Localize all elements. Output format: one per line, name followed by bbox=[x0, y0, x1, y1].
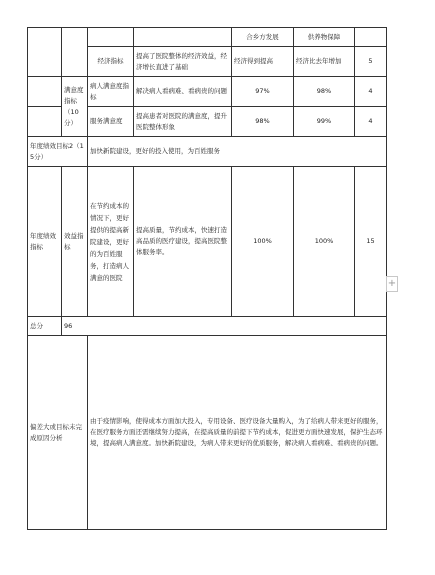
target-cell: 100% bbox=[232, 167, 294, 317]
blank-cell bbox=[62, 28, 88, 77]
actual-cell: 100% bbox=[294, 167, 355, 317]
table-row bbox=[28, 77, 387, 107]
actual-cell: 99% bbox=[294, 107, 355, 137]
content-cell: 解决病人看病难、看病贵的问题 bbox=[134, 77, 232, 107]
target-cell: 97% bbox=[232, 77, 294, 107]
target-cell: 98% bbox=[232, 107, 294, 137]
indicator-cell: 经济指标 bbox=[88, 47, 134, 77]
analysis-row bbox=[28, 336, 387, 530]
content-cell: 提高患者对医院的满意度，提升医院整体形象 bbox=[134, 107, 232, 137]
blank-cell bbox=[134, 28, 232, 47]
blank-cell bbox=[28, 28, 62, 77]
content-cell: 提高质量，节约成本，快速打造高品质的医疗建设，提高医院整体服务率。 bbox=[134, 167, 232, 317]
indicator-cell: 服务满意度 bbox=[88, 107, 134, 137]
indicator-detail-cell: 在节约成本的情况下，更好提供的提高新院建设，更好的为百姓服务，打造病人满意的医院 bbox=[88, 167, 134, 317]
total-row bbox=[28, 317, 387, 336]
header-row bbox=[28, 28, 387, 47]
content-cell: 提高了医院整体的经济效益，经济增长直进了基础 bbox=[134, 47, 232, 77]
analysis-label: 偏差大或目标未完成原因分析 bbox=[28, 336, 88, 530]
blank-cell bbox=[28, 107, 62, 137]
score-cell: 15 bbox=[355, 167, 387, 317]
score-cell: 4 bbox=[355, 77, 387, 107]
header-cell: 合乡方发展 bbox=[232, 28, 294, 47]
blank-cell bbox=[88, 28, 134, 47]
add-icon[interactable]: + bbox=[386, 276, 398, 292]
performance-table bbox=[27, 27, 387, 530]
annual-goal-label: 年度绩效目标2（15分） bbox=[28, 137, 88, 167]
blank-cell bbox=[355, 28, 387, 47]
indicator-cell: 病人满意度指标 bbox=[88, 77, 134, 107]
total-label: 总分 bbox=[28, 317, 62, 336]
sub-category-cell: 效益指标 bbox=[62, 167, 88, 317]
target-cell: 经济得到提高 bbox=[232, 47, 294, 77]
blank-cell bbox=[28, 77, 62, 107]
annual-goal-text: 加快新院建设，更好的投入使用，为百姓服务 bbox=[88, 137, 387, 167]
category-cell: 满意度指标（10分） bbox=[62, 77, 88, 137]
annual-goal-row bbox=[28, 137, 387, 167]
header-cell: 供养物保障 bbox=[294, 28, 355, 47]
score-cell: 4 bbox=[355, 107, 387, 137]
score-cell: 5 bbox=[355, 47, 387, 77]
actual-cell: 98% bbox=[294, 77, 355, 107]
analysis-text: 由于疫情影响，使得成本方面加大投入，专用设备、医疗设备大量购入，为了给病人带来更好的服务，在医疗服务方面还需继续努力提高，在提高质量的前提下节约成本，促进更方面快速发展，保护生态环境，提高病人满意度。加快新院建设，为病人带来更好的优质服务，解决病人看病难、看病贵的问题。 bbox=[88, 336, 387, 530]
total-value: 96 bbox=[62, 317, 387, 336]
annual-indicator-row bbox=[28, 167, 387, 317]
category-cell: 年度绩效指标 bbox=[28, 167, 62, 317]
actual-cell: 经济比去年增加 bbox=[294, 47, 355, 77]
